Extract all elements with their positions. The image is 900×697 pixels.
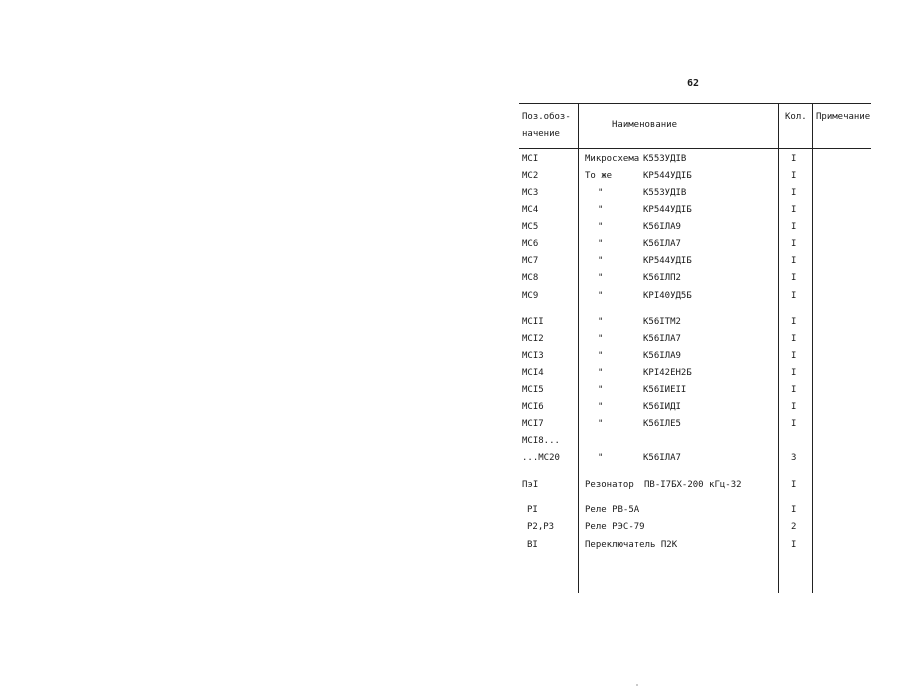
row-quantity: I — [791, 154, 797, 164]
row-type: К56IЛА7 — [643, 239, 681, 249]
row-position: MCI6 — [522, 402, 544, 412]
row-position: MCI2 — [522, 334, 544, 344]
row-quantity: I — [791, 171, 797, 181]
header-note: Примечание — [816, 112, 871, 122]
page-number: 62 — [687, 78, 700, 89]
row-name: " — [598, 402, 604, 412]
row-quantity: I — [791, 239, 797, 249]
row-type: К553УДIВ — [643, 154, 687, 164]
row-quantity: I — [791, 540, 797, 550]
row-quantity: I — [791, 385, 797, 395]
row-type: КРI42ЕН2Б — [643, 368, 692, 378]
column-divider-name — [778, 103, 779, 593]
row-position: MCI5 — [522, 385, 544, 395]
row-position: MC3 — [522, 188, 539, 198]
row-quantity: I — [791, 273, 797, 283]
row-name: " — [598, 222, 604, 232]
row-name: " — [598, 385, 604, 395]
row-position: MC5 — [522, 222, 539, 232]
row-type: К553УДIВ — [643, 188, 687, 198]
row-position: PI — [527, 505, 538, 515]
row-quantity: I — [791, 291, 797, 301]
row-name: " — [598, 351, 604, 361]
row-name: " — [598, 453, 604, 463]
table-top-border — [519, 103, 871, 104]
row-position: MC6 — [522, 239, 539, 249]
row-position: MC4 — [522, 205, 539, 215]
header-pos-line2: начение — [522, 129, 560, 139]
row-name: " — [598, 291, 604, 301]
row-position: MCI3 — [522, 351, 544, 361]
row-quantity: I — [791, 188, 797, 198]
row-quantity: I — [791, 334, 797, 344]
row-type: К56IЛЕ5 — [643, 419, 681, 429]
row-type: КР544УДIБ — [643, 256, 692, 266]
row-position: ...MC20 — [522, 453, 560, 463]
row-position: MC8 — [522, 273, 539, 283]
row-quantity: I — [791, 419, 797, 429]
scan-speck — [636, 684, 638, 686]
row-name: " — [598, 273, 604, 283]
row-quantity: I — [791, 402, 797, 412]
row-type: КР544УДIБ — [643, 171, 692, 181]
row-quantity: I — [791, 368, 797, 378]
row-name: То же — [585, 171, 613, 181]
row-name: " — [598, 188, 604, 198]
row-type: К56IЛА7 — [643, 334, 681, 344]
row-position: MC2 — [522, 171, 539, 181]
column-divider-qty — [812, 103, 813, 593]
row-name: " — [598, 239, 604, 249]
row-name: Переключатель П2К — [585, 540, 678, 550]
row-position: MC9 — [522, 291, 539, 301]
row-type: К56IЛП2 — [643, 273, 681, 283]
row-type: К56IЛА7 — [643, 453, 681, 463]
row-name: Реле РЭС-79 — [585, 522, 645, 532]
row-type: К56IИЕII — [643, 385, 687, 395]
row-quantity: I — [791, 505, 797, 515]
header-bottom-border — [519, 148, 871, 149]
row-quantity: I — [791, 351, 797, 361]
header-name: Наименование — [612, 120, 678, 130]
row-name: " — [598, 317, 604, 327]
row-quantity: I — [791, 317, 797, 327]
row-position: MCI4 — [522, 368, 544, 378]
header-pos-line1: Поз.обоз- — [522, 112, 571, 122]
column-divider-pos — [578, 103, 579, 593]
row-position: MCI8... — [522, 436, 560, 446]
row-position: MCI — [522, 154, 539, 164]
row-type: КР544УДIБ — [643, 205, 692, 215]
row-position: MCI7 — [522, 419, 544, 429]
row-name: Микросхема — [585, 154, 640, 164]
row-position: ПэI — [522, 480, 539, 490]
row-type: К56IЛА9 — [643, 351, 681, 361]
row-type: К56IИДI — [643, 402, 681, 412]
header-qty: Кол. — [785, 112, 807, 122]
row-quantity: I — [791, 480, 797, 490]
row-type: КРI40УД5Б — [643, 291, 692, 301]
row-position: P2,P3 — [527, 522, 555, 532]
row-position: MC7 — [522, 256, 539, 266]
row-name: " — [598, 205, 604, 215]
row-quantity: I — [791, 256, 797, 266]
row-name: Резонатор — [585, 480, 634, 490]
row-quantity: I — [791, 222, 797, 232]
row-quantity: I — [791, 205, 797, 215]
row-name: " — [598, 334, 604, 344]
row-type: К56IТМ2 — [643, 317, 681, 327]
row-name: " — [598, 368, 604, 378]
row-name: " — [598, 256, 604, 266]
row-quantity: 3 — [791, 453, 797, 463]
row-type: К56IЛА9 — [643, 222, 681, 232]
row-position: ВI — [527, 540, 538, 550]
row-name: " — [598, 419, 604, 429]
row-name: Реле РВ-5А — [585, 505, 640, 515]
row-quantity: 2 — [791, 522, 797, 532]
row-type: ПВ-I7БХ-200 кГц-32 — [644, 480, 742, 490]
specification-table — [519, 103, 871, 593]
row-position: MCII — [522, 317, 544, 327]
